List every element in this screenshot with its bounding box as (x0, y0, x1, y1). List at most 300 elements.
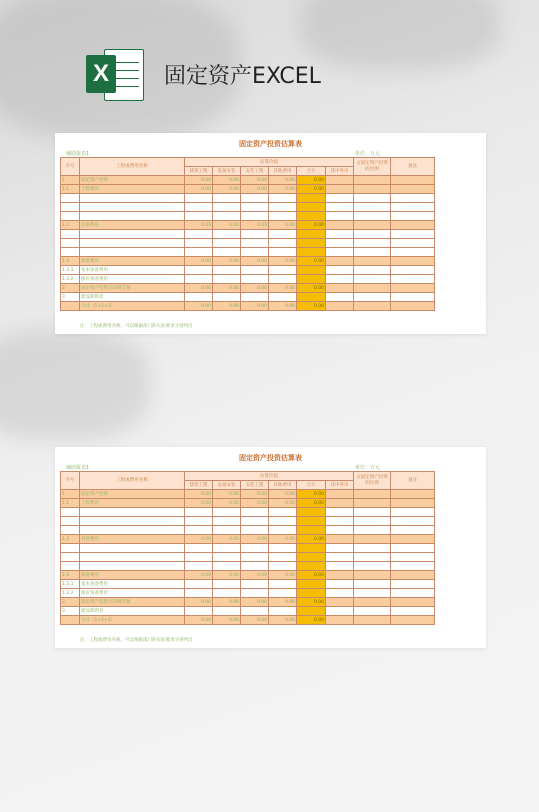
cell-value[interactable] (241, 203, 269, 212)
cell-empty[interactable] (354, 248, 391, 257)
cell-empty[interactable] (354, 212, 391, 221)
cell-empty[interactable] (354, 275, 391, 284)
cell-value[interactable] (269, 562, 297, 571)
cell-empty[interactable] (326, 302, 354, 311)
cell-total[interactable] (297, 212, 326, 221)
cell-total[interactable] (297, 248, 326, 257)
cell-value[interactable] (269, 589, 297, 598)
cell-value[interactable] (213, 580, 241, 589)
cell-empty[interactable] (326, 212, 354, 221)
cell-seq[interactable] (61, 508, 80, 517)
cell-value[interactable]: 0.00 (213, 535, 241, 544)
cell-empty[interactable] (354, 598, 391, 607)
cell-name[interactable] (80, 553, 185, 562)
cell-empty[interactable] (391, 580, 435, 589)
cell-empty[interactable] (326, 535, 354, 544)
cell-name[interactable]: 涨价预备费用 (80, 275, 185, 284)
cell-value[interactable] (185, 248, 213, 257)
cell-value[interactable] (269, 275, 297, 284)
cell-total[interactable]: 0.00 (297, 257, 326, 266)
cell-value[interactable]: 0.00 (185, 221, 213, 230)
cell-empty[interactable] (326, 553, 354, 562)
cell-name[interactable] (80, 517, 185, 526)
cell-empty[interactable] (354, 499, 391, 508)
cell-empty[interactable] (326, 176, 354, 185)
cell-seq[interactable]: 1.3.2 (61, 275, 80, 284)
cell-empty[interactable] (391, 203, 435, 212)
cell-seq[interactable]: 1.3 (61, 571, 80, 580)
cell-empty[interactable] (354, 185, 391, 194)
cell-value[interactable]: 0.00 (269, 499, 297, 508)
cell-value[interactable]: 0.00 (213, 257, 241, 266)
cell-empty[interactable] (354, 257, 391, 266)
cell-empty[interactable] (391, 266, 435, 275)
cell-value[interactable] (213, 526, 241, 535)
cell-value[interactable]: 0.00 (269, 490, 297, 499)
cell-value[interactable] (241, 517, 269, 526)
cell-value[interactable]: 0.00 (269, 535, 297, 544)
cell-empty[interactable] (391, 212, 435, 221)
cell-value[interactable]: 0.00 (269, 221, 297, 230)
cell-value[interactable] (213, 203, 241, 212)
cell-empty[interactable] (391, 544, 435, 553)
cell-total[interactable]: 0.00 (297, 598, 326, 607)
cell-seq[interactable] (61, 562, 80, 571)
cell-empty[interactable] (354, 589, 391, 598)
cell-empty[interactable] (354, 230, 391, 239)
cell-empty[interactable] (391, 508, 435, 517)
cell-value[interactable]: 0.00 (213, 598, 241, 607)
cell-value[interactable] (185, 526, 213, 535)
cell-empty[interactable] (326, 239, 354, 248)
cell-name[interactable]: 预备费用 (80, 257, 185, 266)
cell-name[interactable]: 合计（1+2+3） (80, 302, 185, 311)
cell-value[interactable] (213, 544, 241, 553)
cell-value[interactable] (241, 607, 269, 616)
cell-seq[interactable] (61, 616, 80, 625)
cell-total[interactable]: 0.00 (297, 490, 326, 499)
cell-value[interactable] (185, 293, 213, 302)
cell-value[interactable]: 0.00 (185, 302, 213, 311)
cell-seq[interactable]: 1 (61, 490, 80, 499)
cell-empty[interactable] (391, 176, 435, 185)
cell-seq[interactable]: 1.3.1 (61, 580, 80, 589)
cell-empty[interactable] (391, 248, 435, 257)
cell-seq[interactable]: 3 (61, 607, 80, 616)
cell-total[interactable]: 0.00 (297, 535, 326, 544)
cell-name[interactable]: 合计（1+2+3） (80, 616, 185, 625)
cell-total[interactable] (297, 526, 326, 535)
cell-value[interactable] (269, 212, 297, 221)
cell-empty[interactable] (391, 598, 435, 607)
cell-value[interactable] (241, 544, 269, 553)
cell-value[interactable] (213, 275, 241, 284)
cell-value[interactable] (213, 239, 241, 248)
cell-value[interactable]: 0.00 (185, 535, 213, 544)
cell-total[interactable]: 0.00 (297, 571, 326, 580)
cell-empty[interactable] (354, 553, 391, 562)
cell-value[interactable]: 0.00 (241, 535, 269, 544)
cell-value[interactable]: 0.00 (241, 221, 269, 230)
cell-name[interactable] (80, 203, 185, 212)
cell-value[interactable]: 0.00 (241, 616, 269, 625)
cell-empty[interactable] (326, 517, 354, 526)
cell-value[interactable] (185, 589, 213, 598)
cell-value[interactable]: 0.00 (213, 185, 241, 194)
cell-seq[interactable] (61, 526, 80, 535)
cell-value[interactable] (185, 508, 213, 517)
cell-name[interactable] (80, 248, 185, 257)
cell-value[interactable]: 0.00 (241, 302, 269, 311)
cell-value[interactable]: 0.00 (185, 284, 213, 293)
cell-value[interactable] (241, 562, 269, 571)
cell-total[interactable]: 0.00 (297, 221, 326, 230)
cell-value[interactable] (269, 239, 297, 248)
cell-empty[interactable] (354, 580, 391, 589)
cell-total[interactable]: 0.00 (297, 176, 326, 185)
cell-total[interactable] (297, 553, 326, 562)
cell-empty[interactable] (391, 526, 435, 535)
cell-empty[interactable] (354, 535, 391, 544)
cell-empty[interactable] (391, 257, 435, 266)
cell-value[interactable]: 0.00 (269, 185, 297, 194)
cell-empty[interactable] (326, 257, 354, 266)
cell-empty[interactable] (326, 203, 354, 212)
cell-seq[interactable]: 1 (61, 176, 80, 185)
cell-name[interactable] (80, 508, 185, 517)
cell-name[interactable]: 工程费用 (80, 499, 185, 508)
cell-value[interactable]: 0.00 (269, 571, 297, 580)
cell-total[interactable] (297, 589, 326, 598)
cell-empty[interactable] (354, 221, 391, 230)
cell-value[interactable] (241, 248, 269, 257)
cell-value[interactable] (213, 248, 241, 257)
cell-empty[interactable] (391, 562, 435, 571)
cell-value[interactable]: 0.00 (185, 616, 213, 625)
cell-name[interactable]: 预备费用 (80, 571, 185, 580)
cell-name[interactable]: 建设期利息 (80, 607, 185, 616)
cell-total[interactable]: 0.00 (297, 302, 326, 311)
cell-value[interactable] (213, 508, 241, 517)
cell-name[interactable]: 建设期利息 (80, 293, 185, 302)
cell-name[interactable] (80, 562, 185, 571)
cell-value[interactable]: 0.00 (213, 490, 241, 499)
cell-empty[interactable] (354, 544, 391, 553)
cell-name[interactable] (80, 212, 185, 221)
cell-seq[interactable]: 2 (61, 598, 80, 607)
cell-empty[interactable] (391, 230, 435, 239)
cell-value[interactable] (185, 239, 213, 248)
cell-value[interactable] (185, 607, 213, 616)
cell-empty[interactable] (326, 571, 354, 580)
cell-empty[interactable] (391, 239, 435, 248)
cell-value[interactable] (269, 230, 297, 239)
cell-seq[interactable] (61, 544, 80, 553)
cell-empty[interactable] (326, 544, 354, 553)
cell-value[interactable] (185, 230, 213, 239)
cell-name[interactable] (80, 194, 185, 203)
cell-empty[interactable] (354, 194, 391, 203)
cell-value[interactable] (213, 293, 241, 302)
cell-total[interactable] (297, 517, 326, 526)
cell-empty[interactable] (326, 526, 354, 535)
cell-empty[interactable] (391, 517, 435, 526)
cell-total[interactable] (297, 293, 326, 302)
cell-empty[interactable] (391, 284, 435, 293)
cell-value[interactable] (241, 508, 269, 517)
cell-value[interactable] (269, 517, 297, 526)
cell-value[interactable] (185, 544, 213, 553)
cell-total[interactable] (297, 580, 326, 589)
cell-empty[interactable] (391, 571, 435, 580)
cell-value[interactable]: 0.00 (241, 176, 269, 185)
cell-empty[interactable] (354, 302, 391, 311)
cell-value[interactable] (241, 266, 269, 275)
cell-value[interactable] (269, 194, 297, 203)
cell-value[interactable]: 0.00 (241, 598, 269, 607)
cell-value[interactable] (185, 275, 213, 284)
cell-empty[interactable] (391, 275, 435, 284)
cell-value[interactable]: 0.00 (241, 284, 269, 293)
cell-seq[interactable] (61, 203, 80, 212)
cell-seq[interactable] (61, 212, 80, 221)
cell-value[interactable]: 0.00 (241, 185, 269, 194)
cell-empty[interactable] (354, 571, 391, 580)
cell-seq[interactable] (61, 248, 80, 257)
cell-value[interactable] (185, 517, 213, 526)
cell-empty[interactable] (391, 293, 435, 302)
cell-empty[interactable] (326, 284, 354, 293)
cell-empty[interactable] (354, 562, 391, 571)
cell-value[interactable]: 0.00 (269, 176, 297, 185)
cell-value[interactable] (185, 203, 213, 212)
cell-value[interactable] (213, 212, 241, 221)
cell-seq[interactable] (61, 302, 80, 311)
cell-empty[interactable] (326, 185, 354, 194)
cell-seq[interactable]: 1.3 (61, 257, 80, 266)
cell-empty[interactable] (326, 275, 354, 284)
cell-name[interactable]: 涨价预备费用 (80, 589, 185, 598)
cell-empty[interactable] (391, 589, 435, 598)
cell-value[interactable]: 0.00 (185, 598, 213, 607)
cell-value[interactable] (241, 212, 269, 221)
cell-value[interactable] (269, 607, 297, 616)
cell-name[interactable]: 工程费用 (80, 185, 185, 194)
cell-value[interactable]: 0.00 (213, 284, 241, 293)
cell-value[interactable] (241, 194, 269, 203)
cell-total[interactable] (297, 194, 326, 203)
cell-value[interactable] (241, 239, 269, 248)
cell-seq[interactable] (61, 553, 80, 562)
cell-value[interactable] (185, 266, 213, 275)
cell-seq[interactable]: 2 (61, 284, 80, 293)
cell-value[interactable]: 0.00 (185, 571, 213, 580)
cell-total[interactable]: 0.00 (297, 284, 326, 293)
cell-total[interactable] (297, 275, 326, 284)
cell-value[interactable] (241, 553, 269, 562)
cell-value[interactable] (269, 203, 297, 212)
cell-total[interactable]: 0.00 (297, 616, 326, 625)
cell-seq[interactable]: 1.3.1 (61, 266, 80, 275)
cell-value[interactable] (241, 526, 269, 535)
cell-empty[interactable] (354, 203, 391, 212)
cell-empty[interactable] (354, 526, 391, 535)
cell-seq[interactable]: 1.2 (61, 221, 80, 230)
cell-value[interactable]: 0.00 (213, 176, 241, 185)
cell-empty[interactable] (354, 284, 391, 293)
cell-empty[interactable] (354, 293, 391, 302)
cell-empty[interactable] (391, 499, 435, 508)
cell-seq[interactable] (61, 517, 80, 526)
cell-empty[interactable] (354, 239, 391, 248)
cell-name[interactable] (80, 526, 185, 535)
cell-empty[interactable] (391, 616, 435, 625)
cell-total[interactable]: 0.00 (297, 185, 326, 194)
cell-value[interactable] (185, 212, 213, 221)
cell-value[interactable]: 0.00 (213, 499, 241, 508)
cell-empty[interactable] (354, 517, 391, 526)
cell-value[interactable] (269, 526, 297, 535)
cell-name[interactable]: 基本预备费用 (80, 266, 185, 275)
cell-value[interactable] (213, 194, 241, 203)
cell-total[interactable]: 0.00 (297, 499, 326, 508)
cell-name[interactable] (80, 239, 185, 248)
cell-value[interactable]: 0.00 (213, 302, 241, 311)
cell-total[interactable] (297, 203, 326, 212)
cell-seq[interactable] (61, 239, 80, 248)
cell-empty[interactable] (326, 598, 354, 607)
cell-value[interactable]: 0.00 (185, 176, 213, 185)
cell-empty[interactable] (326, 248, 354, 257)
cell-name[interactable] (80, 230, 185, 239)
cell-seq[interactable]: 1.1 (61, 185, 80, 194)
cell-value[interactable] (213, 266, 241, 275)
cell-seq[interactable]: 1.3.2 (61, 589, 80, 598)
cell-value[interactable] (213, 607, 241, 616)
cell-empty[interactable] (326, 490, 354, 499)
cell-empty[interactable] (391, 185, 435, 194)
cell-name[interactable]: 固定资产投资方向调节税 (80, 284, 185, 293)
cell-seq[interactable]: 1.2 (61, 535, 80, 544)
cell-empty[interactable] (354, 490, 391, 499)
cell-name[interactable] (80, 544, 185, 553)
cell-value[interactable] (241, 230, 269, 239)
cell-empty[interactable] (354, 508, 391, 517)
cell-value[interactable] (269, 580, 297, 589)
cell-value[interactable]: 0.00 (213, 221, 241, 230)
cell-value[interactable]: 0.00 (241, 490, 269, 499)
cell-value[interactable] (269, 544, 297, 553)
cell-empty[interactable] (391, 535, 435, 544)
cell-empty[interactable] (326, 293, 354, 302)
cell-value[interactable]: 0.00 (185, 185, 213, 194)
cell-seq[interactable] (61, 230, 80, 239)
cell-name[interactable]: 其他费用 (80, 535, 185, 544)
cell-value[interactable]: 0.00 (213, 616, 241, 625)
cell-value[interactable] (241, 293, 269, 302)
cell-value[interactable]: 0.00 (269, 598, 297, 607)
cell-seq[interactable]: 1.1 (61, 499, 80, 508)
cell-value[interactable] (185, 580, 213, 589)
cell-empty[interactable] (326, 607, 354, 616)
cell-value[interactable]: 0.00 (269, 257, 297, 266)
cell-empty[interactable] (326, 499, 354, 508)
cell-empty[interactable] (326, 266, 354, 275)
cell-total[interactable] (297, 230, 326, 239)
cell-value[interactable] (269, 266, 297, 275)
cell-name[interactable]: 其他费用 (80, 221, 185, 230)
cell-empty[interactable] (326, 230, 354, 239)
cell-value[interactable] (241, 589, 269, 598)
cell-empty[interactable] (391, 490, 435, 499)
cell-empty[interactable] (391, 302, 435, 311)
cell-value[interactable]: 0.00 (185, 490, 213, 499)
cell-value[interactable] (185, 553, 213, 562)
cell-value[interactable] (269, 293, 297, 302)
cell-seq[interactable]: 3 (61, 293, 80, 302)
cell-value[interactable] (213, 230, 241, 239)
cell-name[interactable]: 固定资产投资 (80, 490, 185, 499)
cell-value[interactable] (269, 553, 297, 562)
cell-seq[interactable] (61, 194, 80, 203)
cell-total[interactable] (297, 607, 326, 616)
cell-value[interactable] (269, 248, 297, 257)
cell-value[interactable] (241, 275, 269, 284)
cell-value[interactable]: 0.00 (241, 571, 269, 580)
cell-empty[interactable] (326, 580, 354, 589)
cell-value[interactable] (213, 562, 241, 571)
cell-empty[interactable] (391, 553, 435, 562)
cell-value[interactable] (213, 517, 241, 526)
cell-empty[interactable] (326, 221, 354, 230)
cell-value[interactable] (213, 589, 241, 598)
cell-total[interactable] (297, 544, 326, 553)
cell-value[interactable]: 0.00 (213, 571, 241, 580)
cell-value[interactable]: 0.00 (269, 284, 297, 293)
cell-empty[interactable] (326, 194, 354, 203)
cell-value[interactable]: 0.00 (185, 499, 213, 508)
cell-value[interactable] (185, 194, 213, 203)
cell-value[interactable]: 0.00 (269, 302, 297, 311)
cell-total[interactable] (297, 239, 326, 248)
cell-total[interactable] (297, 562, 326, 571)
cell-empty[interactable] (326, 562, 354, 571)
cell-empty[interactable] (354, 176, 391, 185)
cell-value[interactable] (213, 553, 241, 562)
cell-name[interactable]: 固定资产投资方向调节税 (80, 598, 185, 607)
cell-value[interactable]: 0.00 (241, 499, 269, 508)
cell-empty[interactable] (354, 616, 391, 625)
cell-value[interactable]: 0.00 (185, 257, 213, 266)
cell-name[interactable]: 基本预备费用 (80, 580, 185, 589)
cell-empty[interactable] (391, 607, 435, 616)
cell-value[interactable] (269, 508, 297, 517)
cell-value[interactable] (241, 580, 269, 589)
cell-empty[interactable] (354, 607, 391, 616)
cell-value[interactable] (185, 562, 213, 571)
cell-value[interactable]: 0.00 (269, 616, 297, 625)
cell-total[interactable] (297, 266, 326, 275)
cell-empty[interactable] (326, 616, 354, 625)
cell-empty[interactable] (326, 589, 354, 598)
cell-total[interactable] (297, 508, 326, 517)
cell-name[interactable]: 固定资产投资 (80, 176, 185, 185)
cell-empty[interactable] (391, 194, 435, 203)
cell-value[interactable]: 0.00 (241, 257, 269, 266)
cell-empty[interactable] (354, 266, 391, 275)
cell-empty[interactable] (391, 221, 435, 230)
cell-empty[interactable] (326, 508, 354, 517)
